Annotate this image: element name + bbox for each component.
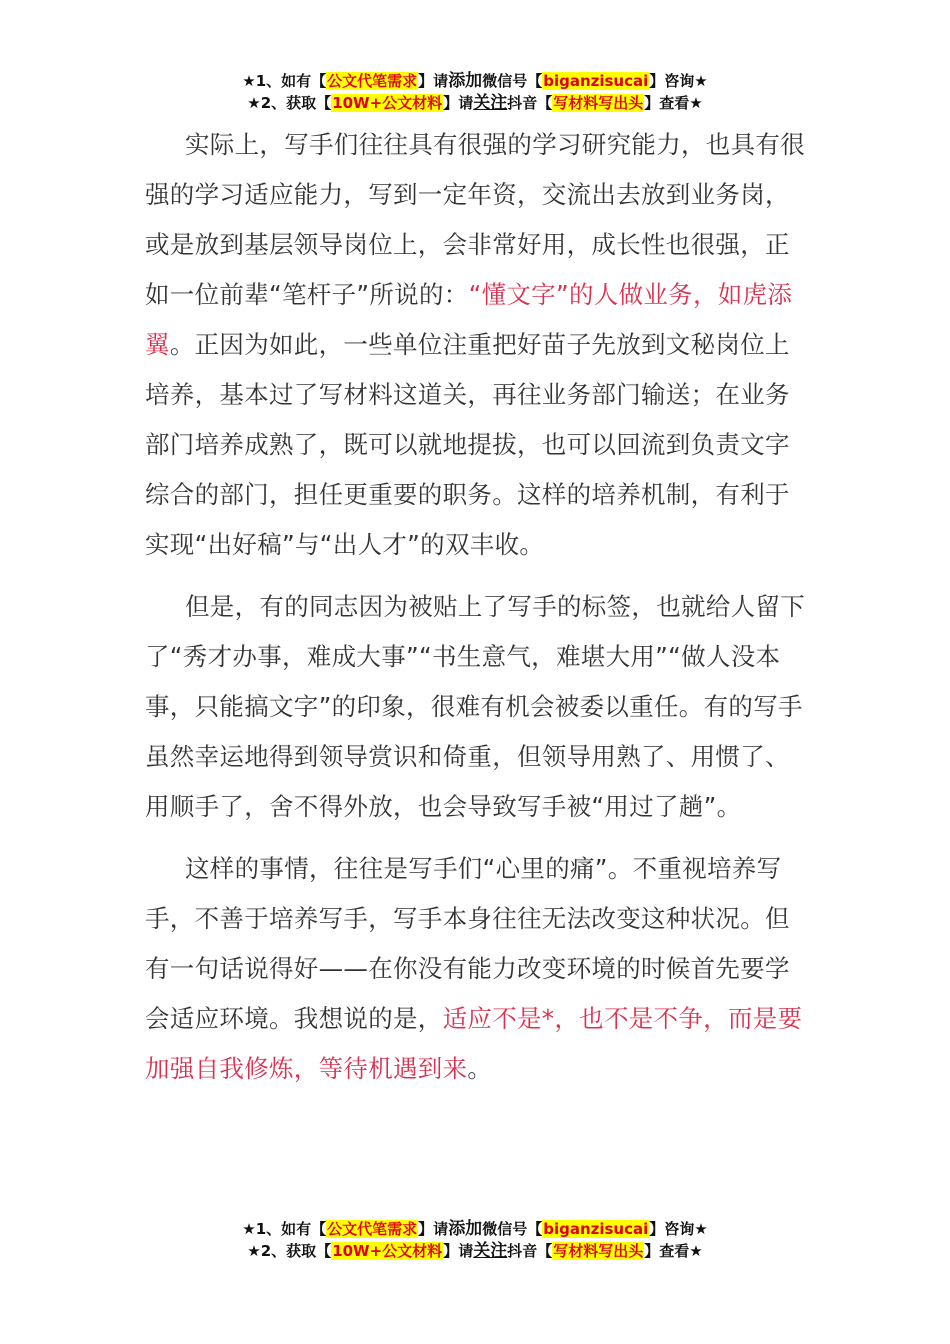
banner-text: 】请 [418,1220,449,1238]
banner-line-1 [0,1218,950,1240]
paragraph-3 [145,844,810,1094]
highlight-douyin-id: 写材料写出头 [553,94,644,112]
highlight-conclusion: 适应不是*，也不是不争，而是要加强自我修炼，等待机遇到来 [145,1004,803,1083]
banner-line-2 [0,92,950,114]
banner-emphasis: 关注 [473,93,508,113]
paragraph-text: 实际上，写手们往往具有很强的学习研究能力，也具有很强的学习适应能力，写到一定年资，交流出去放到业务岗，或是放到基层领导岗位上，会非常好用，成长性也很强，正如一位前辈“笔杆子”所说的： [145,130,805,309]
highlight-wechat-id: biganzisucai [543,1220,649,1238]
banner-emphasis: 添加 [448,1219,483,1239]
banner-text: ★1、如有【 [242,72,327,90]
banner-text: 】查看★ [644,1242,703,1260]
paragraph-1 [145,120,810,570]
article-body [145,120,810,1106]
banner-text: 抖音【 [507,94,553,112]
banner-emphasis: 关注 [473,1241,508,1261]
banner-text: 抖音【 [507,1242,553,1260]
highlight-quote: “懂文字”的人做业务，如虎添翼 [145,280,793,359]
banner-emphasis: 添加 [448,71,483,91]
highlight-douyin-id: 写材料写出头 [553,1242,644,1260]
banner-text: 】查看★ [644,94,703,112]
banner-text: 】请 [443,1242,474,1260]
banner-text: 】请 [443,94,474,112]
highlight-service: 公文代笔需求 [327,1220,418,1238]
paragraph-2: 但是，有的同志因为被贴上了写手的标签，也就给人留下了“秀才办事，难成大事”“书生意气，难堪大用”“做人没本事，只能搞文字”的印象，很难有机会被委以重任。有的写手虽然幸运地得到领导赏识和倚重，但领导用熟了、用惯了、用顺手了，舍不得外放，也会导致写手被“用过了趟”。 [145,592,805,821]
banner-text: 微信号【 [482,1220,543,1238]
banner-text: ★2、获取【 [247,94,332,112]
banner-text: 】咨询★ [649,72,708,90]
highlight-wechat-id: biganzisucai [543,72,649,90]
banner-text: ★2、获取【 [247,1242,332,1260]
paragraph-text: 。 [467,1054,493,1083]
highlight-service: 公文代笔需求 [327,72,418,90]
banner-text: 微信号【 [482,72,543,90]
banner-line-2 [0,1240,950,1262]
banner-text: 】请 [418,72,449,90]
banner-text: ★1、如有【 [242,1220,327,1238]
highlight-materials: 10W+公文材料 [332,94,443,112]
banner-text: 】咨询★ [649,1220,708,1238]
paragraph-text: 。正因为如此，一些单位注重把好苗子先放到文秘岗位上培养，基本过了写材料这道关，再往业务部门输送；在业务部门培养成熟了，既可以就地提拔，也可以回流到负责文字综合的部门，担任更重要的职务。这样的培养机制，有利于实现“出好稿”与“出人才”的双丰收。 [145,330,790,559]
banner-line-1 [0,70,950,92]
footer-banner [0,1218,950,1262]
highlight-materials: 10W+公文材料 [332,1242,443,1260]
header-banner [0,70,950,114]
paragraph-text: 这样的事情，往往是写手们“心里的痛”。不重视培养写手，不善于培养写手，写手本身往往无法改变这种状况。但有一句话说得好——在你没有能力改变环境的时候首先要学会适应环境。我想说的是， [145,854,790,1033]
